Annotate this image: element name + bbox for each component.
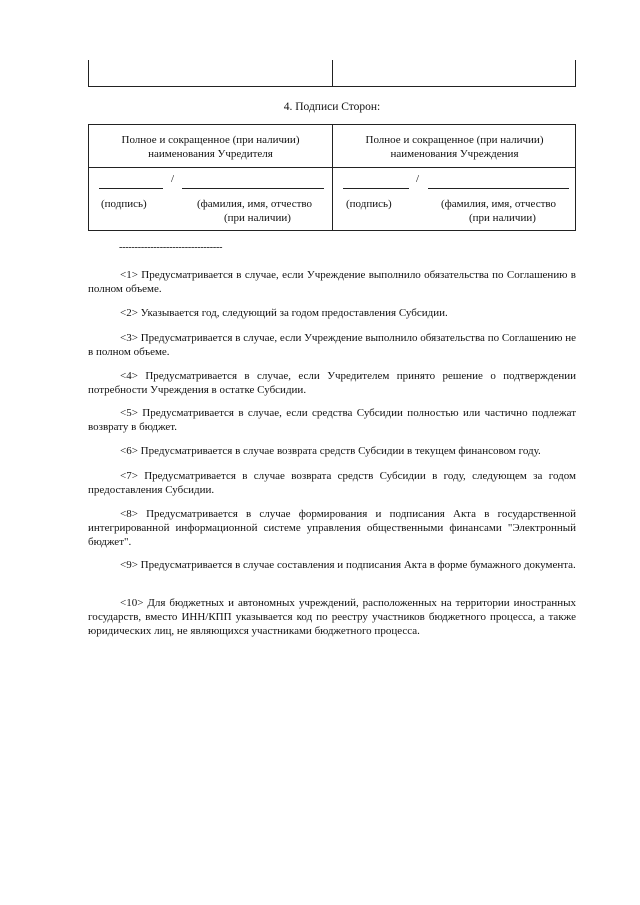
institution-signature-line — [343, 188, 409, 189]
table-divider — [332, 60, 333, 86]
founder-slash: / — [171, 173, 175, 185]
institution-header-line2: наименования Учреждения — [390, 148, 519, 160]
institution-name-line — [428, 188, 569, 189]
footnote-9: <9> Предусматривается в случае составления и подписания Акта в форме бумажного документа. — [120, 559, 576, 571]
table-row-divider — [89, 167, 575, 168]
footnote-7: <7> Предусматривается в случае возврата средств Субсидии в году, следующем за годом предоставления Субсидии. — [88, 470, 576, 496]
previous-table-bottom — [88, 60, 576, 87]
institution-header — [333, 133, 576, 161]
footnote-separator: --------------------------------- — [119, 242, 223, 253]
section-title: 4. Подписи Сторон: — [283, 101, 381, 113]
footnote-6: <6> Предусматривается в случае возврата средств Субсидии в текущем финансовом году. — [120, 445, 541, 457]
founder-signature-line — [99, 188, 163, 189]
footnote-10: <10> Для бюджетных и автономных учреждений, расположенных на территории иностранных государств, вместо ИНН/КПП указывается код по реестру участников бюджетного процесса, а также юридических лиц, не являющихся участниками бюджетного процесса. — [88, 597, 576, 637]
founder-name-label-1: (фамилия, имя, отчество — [197, 198, 313, 210]
institution-name-label-1: (фамилия, имя, отчество — [441, 198, 557, 210]
signatures-table — [88, 124, 576, 231]
founder-sign-label: (подпись) — [101, 198, 147, 210]
footnote-5: <5> Предусматривается в случае, если средства Субсидии полностью или частично подлежат возврату в бюджет. — [88, 407, 576, 433]
founder-header — [89, 133, 332, 161]
footnote-4: <4> Предусматривается в случае, если Учредителем принято решение о подтверждении потребности Учреждения в остатке Субсидии. — [88, 370, 576, 396]
footnote-8: <8> Предусматривается в случае формирования и подписания Акта в государственной интегрированной информационной системе управления общественными финансами "Электронный бюджет". — [88, 508, 576, 548]
footnote-1: <1> Предусматривается в случае, если Учреждение выполнило обязательства по Соглашению в полном объеме. — [88, 269, 576, 295]
institution-name-label-2: (при наличии) — [469, 212, 536, 224]
founder-header-line1: Полное и сокращенное (при наличии) — [121, 134, 300, 146]
footnote-2: <2> Указывается год, следующий за годом предоставления Субсидии. — [120, 307, 448, 319]
founder-name-label-2: (при наличии) — [224, 212, 291, 224]
founder-header-line2: наименования Учредителя — [148, 148, 273, 160]
founder-name-line — [182, 188, 324, 189]
footnote-3: <3> Предусматривается в случае, если Учреждение выполнило обязательства по Соглашению не в полном объеме. — [88, 332, 576, 358]
institution-sign-label: (подпись) — [346, 198, 392, 210]
institution-header-line1: Полное и сокращенное (при наличии) — [365, 134, 544, 146]
institution-slash: / — [416, 173, 420, 185]
